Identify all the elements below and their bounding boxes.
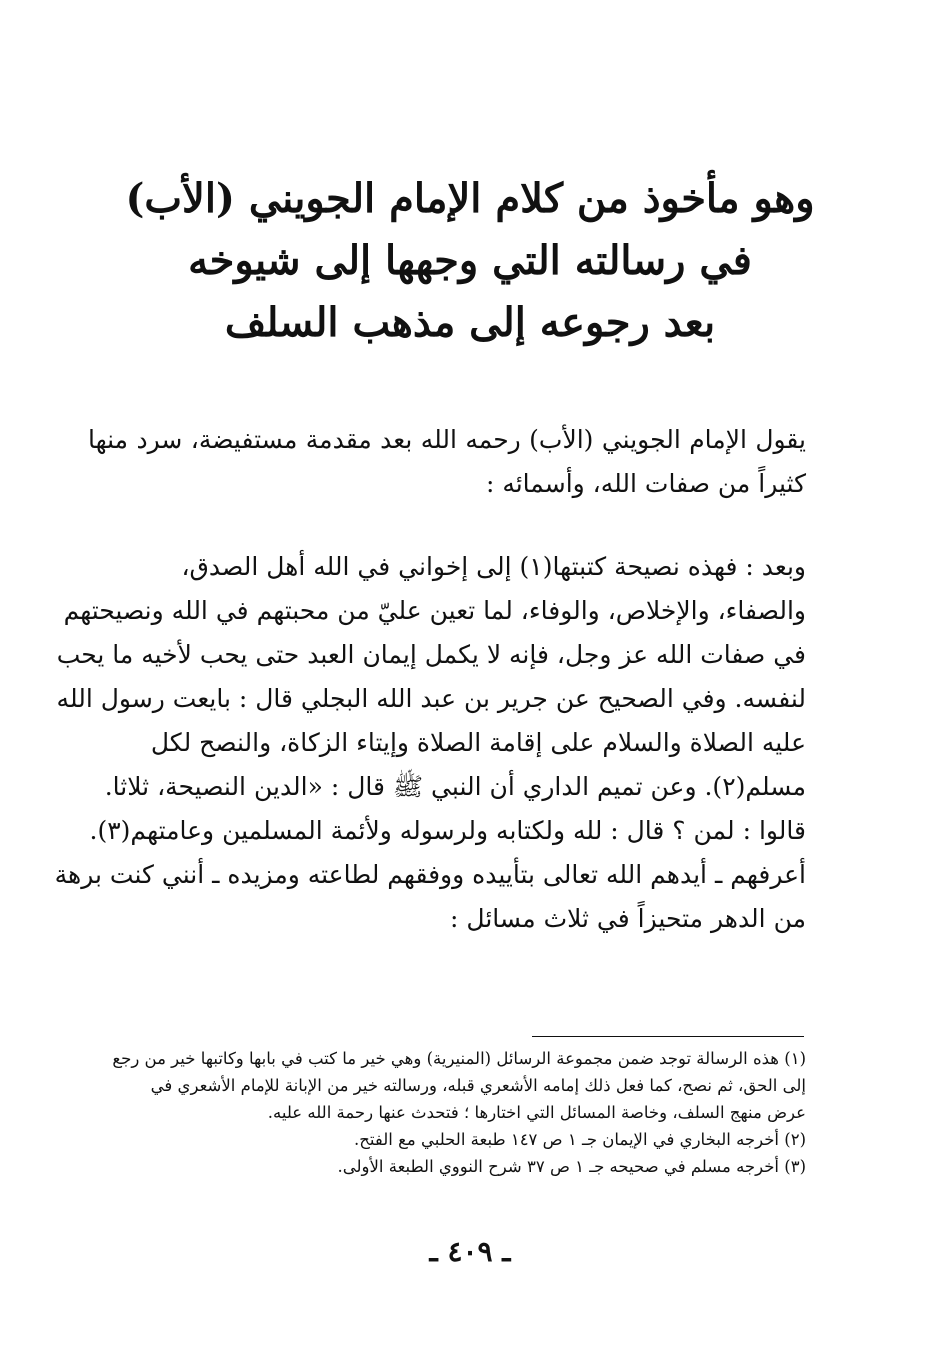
intro-paragraph	[88, 418, 806, 506]
intro-text: يقول الإمام الجويني (الأب) رحمه الله بعد مقدمة مستفيضة، سرد منها كثيراً من صفات الله، وأسمائه :	[88, 425, 806, 498]
title-line-3: بعد رجوعه إلى مذهب السلف	[224, 299, 716, 346]
body-line: عليه الصلاة والسلام على إقامة الصلاة وإيتاء الزكاة، والنصح لكل	[150, 728, 806, 757]
title-line-1: وهو مأخوذ من كلام الإمام الجويني (الأب)	[125, 175, 815, 222]
body-paragraph	[54, 545, 806, 941]
chapter-title	[120, 168, 820, 354]
body-line: في صفات الله عز وجل، فإنه لا يكمل إيمان العبد حتى يحب لأخيه ما يحب	[56, 640, 806, 669]
body-line: وبعد : فهذه نصيحة كتبتها(١) إلى إخواني في الله أهل الصدق،	[181, 552, 806, 581]
footnote-line: (١) هذه الرسالة توجد ضمن مجموعة الرسائل (المنيرية) وهي خير ما كتب في بابها وكاتبها خير من رجع	[112, 1049, 806, 1068]
body-line: من الدهر متحيزاً في ثلاث مسائل :	[450, 904, 806, 933]
footnote-line: إلى الحق، ثم نصح، كما فعل ذلك إمامه الأشعري قبله، ورسالته خير من الإبانة للإمام الأشعري في	[150, 1076, 806, 1095]
footnote-divider	[532, 1036, 804, 1037]
footnotes	[88, 1045, 806, 1180]
body-line: قالوا : لمن ؟ قال : لله ولكتابه ولرسوله ولأئمة المسلمين وعامتهم(٣).	[89, 816, 806, 845]
footnote-line: عرض منهج السلف، وخاصة المسائل التي اختارها ؛ فتحدث عنها رحمة الله عليه.	[267, 1103, 806, 1122]
body-line: أعرفهم ـ أيدهم الله تعالى بتأييده ووفقهم لطاعته ومزيده ـ أنني كنت برهة	[54, 860, 806, 889]
body-line: والصفاء، والإخلاص، والوفاء، لما تعين عليّ من محبتهم في الله ونصيحتهم	[63, 596, 806, 625]
footnote-line: (٢) أخرجه البخاري في الإيمان جـ ١ ص ١٤٧ طبعة الحلبي مع الفتح.	[354, 1130, 806, 1149]
body-line: لنفسه. وفي الصحيح عن جرير بن عبد الله البجلي قال : بايعت رسول الله	[56, 684, 806, 713]
page-number: ـ ٤٠٩ ـ	[429, 1235, 511, 1268]
body-line: مسلم(٢). وعن تميم الداري أن النبي ﷺ قال : «الدين النصيحة، ثلاثا.	[104, 772, 806, 801]
title-line-2: في رسالته التي وجهها إلى شيوخه	[188, 237, 752, 284]
footnote-line: (٣) أخرجه مسلم في صحيحه جـ ١ ص ٣٧ شرح النووي الطبعة الأولى.	[337, 1157, 806, 1176]
